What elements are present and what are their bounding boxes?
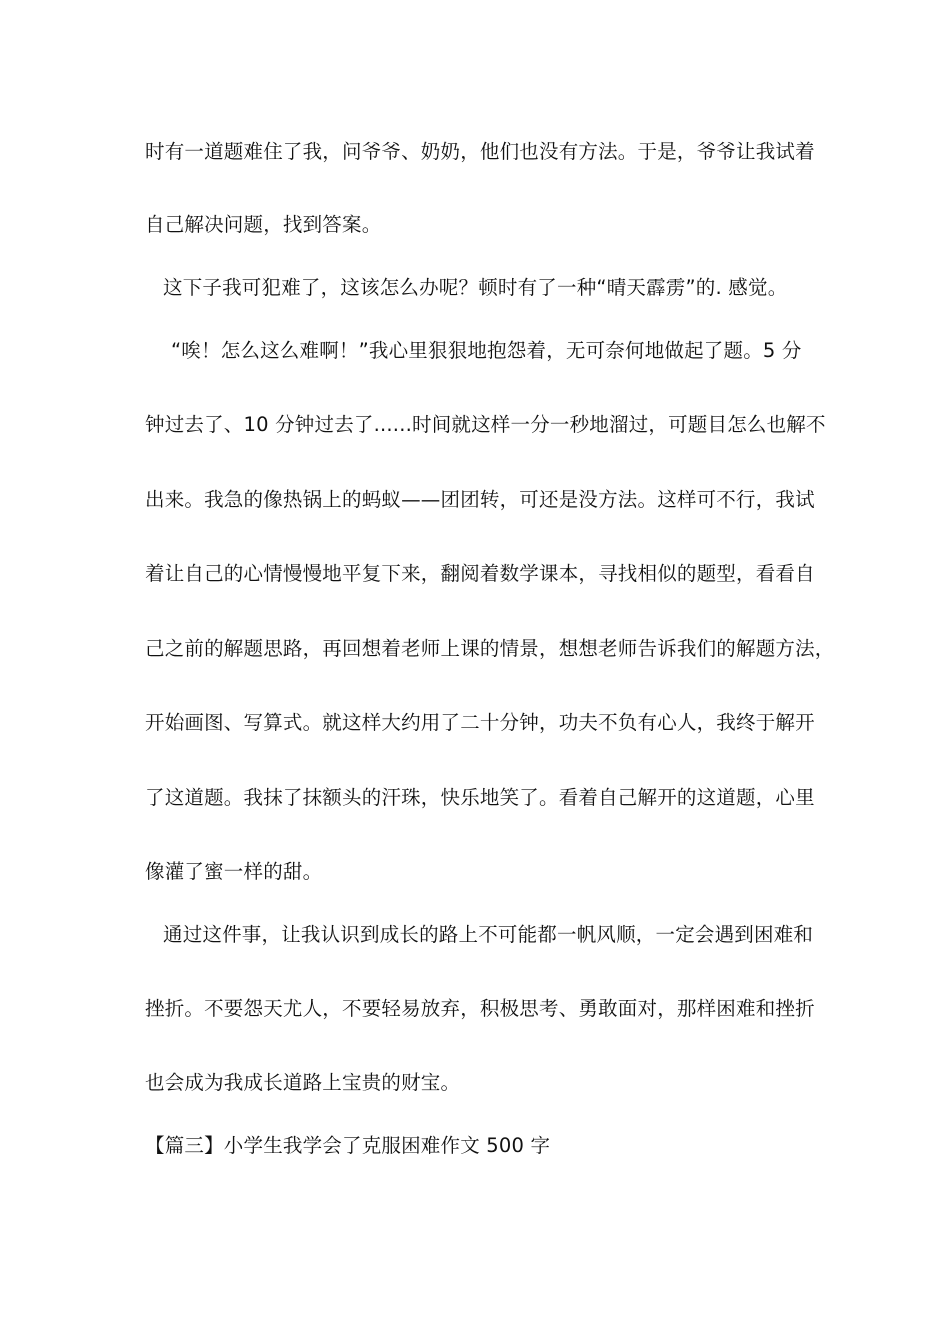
section-heading: 【篇三】小学生我学会了克服困难作文 500 字	[145, 1134, 551, 1157]
paragraph-line: 自己解决问题，找到答案。	[145, 213, 382, 236]
paragraph-line: 挫折。不要怨天尤人，不要轻易放弃，积极思考、勇敢面对，那样困难和挫折	[145, 997, 815, 1020]
paragraph-line: 了这道题。我抹了抹额头的汗珠，快乐地笑了。看着自己解开的这道题，心里	[145, 786, 815, 809]
paragraph-line: 也会成为我成长道路上宝贵的财宝。	[145, 1071, 461, 1094]
paragraph-line: 钟过去了、10 分钟过去了......时间就这样一分一秒地溜过，可题目怎么也解不	[145, 413, 826, 436]
paragraph-line: 开始画图、写算式。就这样大约用了二十分钟，功夫不负有心人，我终于解开	[145, 711, 815, 734]
paragraph-line: 己之前的解题思路，再回想着老师上课的情景，想想老师告诉我们的解题方法，	[145, 637, 835, 660]
paragraph-line: 出来。我急的像热锅上的蚂蚁——团团转，可还是没方法。这样可不行，我试	[145, 488, 815, 511]
paragraph-line: 着让自己的心情慢慢地平复下来，翻阅着数学课本，寻找相似的题型，看看自	[145, 562, 815, 585]
paragraph-line: 这下子我可犯难了，这该怎么办呢？顿时有了一种“晴天霹雳”的. 感觉。	[163, 276, 788, 299]
paragraph-line: “唉！怎么这么难啊！”我心里狠狠地抱怨着，无可奈何地做起了题。5 分	[171, 339, 802, 362]
paragraph-line: 时有一道题难住了我，问爷爷、奶奶，他们也没有方法。于是，爷爷让我试着	[145, 140, 815, 163]
paragraph-line: 通过这件事，让我认识到成长的路上不可能都一帆风顺，一定会遇到困难和	[163, 923, 814, 946]
paragraph-line: 像灌了蜜一样的甜。	[145, 860, 323, 883]
